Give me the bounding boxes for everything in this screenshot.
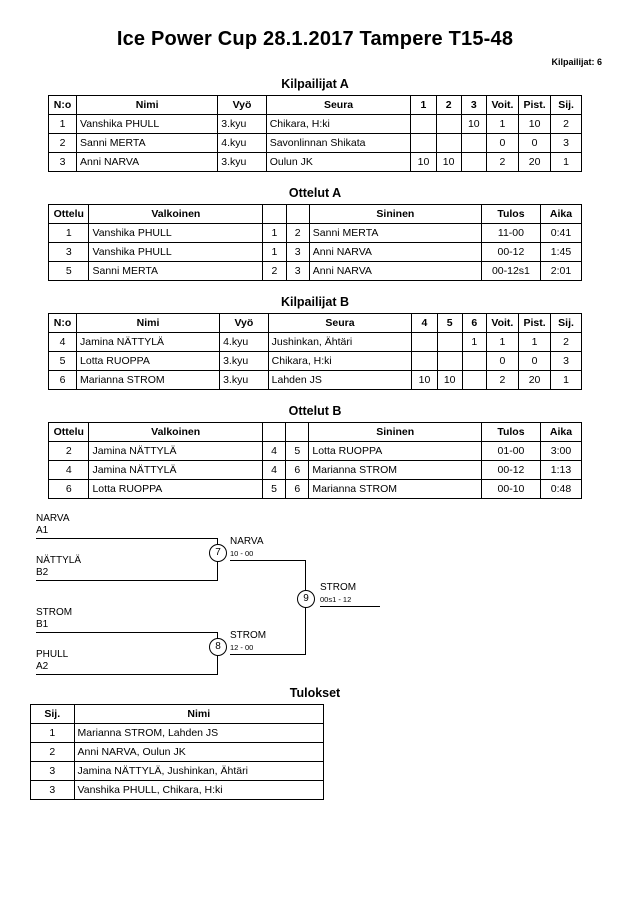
col-rank: Sij. <box>551 314 582 333</box>
table-row <box>31 743 324 762</box>
cell-name: Jamina NÄTTYLÄ, Jushinkan, Ähtäri <box>74 762 323 781</box>
table-row <box>49 333 582 352</box>
col-time: Aika <box>540 423 581 442</box>
cell-m5 <box>437 352 462 371</box>
cell-belt: 3.kyu <box>220 371 269 390</box>
semifinal-2-score: 12 - 00 <box>230 643 254 652</box>
cell-points: 0 <box>519 134 551 153</box>
section-title-matches-b: Ottelut B <box>288 404 342 418</box>
cell-rank: 2 <box>31 743 75 762</box>
col-match-no: Ottelu <box>49 423 89 442</box>
col-m5: 5 <box>437 314 462 333</box>
cell-white-num: 5 <box>262 480 285 499</box>
col-name: Nimi <box>77 96 218 115</box>
cell-belt: 3.kyu <box>218 115 266 134</box>
table-row <box>31 724 324 743</box>
col-white-num <box>262 423 285 442</box>
cell-m6: 1 <box>462 333 486 352</box>
cell-blue-num: 3 <box>286 243 309 262</box>
col-rank: Sij. <box>31 705 75 724</box>
cell-m3: 10 <box>461 115 486 134</box>
cell-club: Oulun JK <box>266 153 411 172</box>
cell-white-num: 4 <box>262 461 285 480</box>
table-row <box>49 461 582 480</box>
table-row <box>49 262 582 281</box>
col-white: Valkoinen <box>89 423 262 442</box>
competitor-count: Kilpailijat: 6 <box>551 57 602 67</box>
cell-points: 0 <box>518 352 550 371</box>
page-title: Ice Power Cup 28.1.2017 Tampere T15-48 <box>116 28 514 50</box>
cell-result: 00-12s1 <box>481 262 540 281</box>
cell-club: Chikara, H:ki <box>266 115 411 134</box>
pool-a-table <box>48 95 582 172</box>
table-header-row <box>49 96 582 115</box>
cell-no: 2 <box>49 134 77 153</box>
cell-wins: 0 <box>486 352 518 371</box>
cell-wins: 2 <box>486 371 518 390</box>
cell-time: 1:13 <box>540 461 581 480</box>
cell-blue-num: 6 <box>286 480 309 499</box>
col-points: Pist. <box>518 314 550 333</box>
cell-result: 00-12 <box>482 461 541 480</box>
cell-name: Jamina NÄTTYLÄ <box>77 333 220 352</box>
cell-blue: Sanni MERTA <box>309 224 481 243</box>
col-blue-num <box>286 205 309 224</box>
bracket-entry-name: NARVA <box>36 513 70 524</box>
cell-blue-num: 6 <box>286 461 309 480</box>
cell-m2 <box>436 115 461 134</box>
col-white: Valkoinen <box>89 205 263 224</box>
cell-name: Anni NARVA, Oulun JK <box>74 743 323 762</box>
cell-no: 1 <box>49 115 77 134</box>
table-row <box>31 762 324 781</box>
match-number-9: 9 <box>297 590 315 608</box>
section-title-pool-a: Kilpailijat A <box>281 77 349 91</box>
cell-wins: 1 <box>486 333 518 352</box>
col-m1: 1 <box>411 96 436 115</box>
col-m6: 6 <box>462 314 486 333</box>
semifinal-1-winner: NARVA <box>230 536 264 547</box>
cell-belt: 3.kyu <box>220 352 269 371</box>
table-row <box>49 153 582 172</box>
cell-m1 <box>411 115 436 134</box>
bracket-line <box>320 606 380 607</box>
cell-points: 20 <box>519 153 551 172</box>
bracket-line <box>36 580 218 581</box>
results-table <box>30 704 324 800</box>
cell-rank: 2 <box>551 333 582 352</box>
col-white-num <box>263 205 286 224</box>
cell-blue: Lotta RUOPPA <box>309 442 482 461</box>
cell-no: 3 <box>49 153 77 172</box>
cell-rank: 3 <box>551 352 582 371</box>
cell-rank: 1 <box>551 371 582 390</box>
cell-match-no: 5 <box>49 262 89 281</box>
col-blue: Sininen <box>309 205 481 224</box>
cell-m2: 10 <box>436 153 461 172</box>
col-belt: Vyö <box>220 314 269 333</box>
cell-blue: Marianna STROM <box>309 480 482 499</box>
col-m4: 4 <box>412 314 437 333</box>
cell-club: Savonlinnan Shikata <box>266 134 411 153</box>
bracket-entry-seed: A1 <box>36 525 49 536</box>
cell-m3 <box>461 153 486 172</box>
bracket-entry-name: STROM <box>36 607 73 618</box>
table-row <box>49 480 582 499</box>
cell-club: Chikara, H:ki <box>268 352 412 371</box>
cell-match-no: 4 <box>49 461 89 480</box>
table-row <box>49 371 582 390</box>
cell-m6 <box>462 371 486 390</box>
match-number-7: 7 <box>209 544 227 562</box>
col-name: Nimi <box>77 314 220 333</box>
cell-match-no: 3 <box>49 243 89 262</box>
cell-blue: Marianna STROM <box>309 461 482 480</box>
bracket-line <box>36 632 218 633</box>
col-match-no: Ottelu <box>49 205 89 224</box>
cell-match-no: 6 <box>49 480 89 499</box>
cell-points: 10 <box>519 115 551 134</box>
cell-m5 <box>437 333 462 352</box>
cell-wins: 1 <box>486 115 518 134</box>
cell-rank: 3 <box>551 134 582 153</box>
cell-time: 1:45 <box>540 243 581 262</box>
col-time: Aika <box>540 205 581 224</box>
col-club: Seura <box>268 314 412 333</box>
col-m2: 2 <box>436 96 461 115</box>
cell-white-num: 4 <box>262 442 285 461</box>
table-row <box>49 224 582 243</box>
cell-white: Jamina NÄTTYLÄ <box>89 442 262 461</box>
bracket-entry-name: NÄTTYLÄ <box>36 555 82 566</box>
cell-white-num: 1 <box>263 243 286 262</box>
cell-club: Jushinkan, Ähtäri <box>268 333 412 352</box>
section-title-matches-a: Ottelut A <box>288 186 342 200</box>
cell-time: 2:01 <box>540 262 581 281</box>
final-winner: STROM <box>320 582 357 593</box>
cell-white: Vanshika PHULL <box>89 224 263 243</box>
section-title-results: Tulokset <box>289 686 341 700</box>
bracket-entry-seed: A2 <box>36 661 49 672</box>
cell-m4 <box>412 352 437 371</box>
table-row <box>49 352 582 371</box>
cell-points: 1 <box>518 333 550 352</box>
cell-name: Marianna STROM, Lahden JS <box>74 724 323 743</box>
cell-result: 01-00 <box>482 442 541 461</box>
col-wins: Voit. <box>486 314 518 333</box>
elimination-bracket <box>0 511 630 686</box>
bracket-line <box>36 674 218 675</box>
col-result: Tulos <box>481 205 540 224</box>
cell-rank: 1 <box>31 724 75 743</box>
col-no: N:o <box>49 314 77 333</box>
cell-white: Jamina NÄTTYLÄ <box>89 461 262 480</box>
table-row <box>31 781 324 800</box>
col-blue-num <box>286 423 309 442</box>
cell-blue: Anni NARVA <box>309 262 481 281</box>
cell-no: 4 <box>49 333 77 352</box>
cell-white-num: 2 <box>263 262 286 281</box>
matches-b-table <box>48 422 582 499</box>
cell-time: 0:41 <box>540 224 581 243</box>
tournament-sheet <box>0 28 630 919</box>
cell-no: 6 <box>49 371 77 390</box>
bracket-entry-seed: B2 <box>36 567 49 578</box>
col-rank: Sij. <box>551 96 582 115</box>
final-score: 00s1 - 12 <box>320 595 352 604</box>
cell-wins: 2 <box>486 153 518 172</box>
cell-rank: 2 <box>551 115 582 134</box>
bracket-line <box>36 538 218 539</box>
cell-rank: 3 <box>31 762 75 781</box>
cell-match-no: 2 <box>49 442 89 461</box>
cell-wins: 0 <box>486 134 518 153</box>
cell-blue-num: 5 <box>286 442 309 461</box>
cell-name: Sanni MERTA <box>77 134 218 153</box>
semifinal-1-score: 10 - 00 <box>230 549 254 558</box>
cell-result: 11-00 <box>481 224 540 243</box>
cell-belt: 4.kyu <box>220 333 269 352</box>
cell-result: 00-10 <box>482 480 541 499</box>
section-title-pool-b: Kilpailijat B <box>280 295 350 309</box>
cell-white: Sanni MERTA <box>89 262 263 281</box>
cell-m2 <box>436 134 461 153</box>
bracket-line <box>230 560 306 561</box>
cell-m1: 10 <box>411 153 436 172</box>
cell-blue-num: 3 <box>286 262 309 281</box>
cell-club: Lahden JS <box>268 371 412 390</box>
cell-blue-num: 2 <box>286 224 309 243</box>
cell-white: Lotta RUOPPA <box>89 480 262 499</box>
bracket-entry-seed: B1 <box>36 619 49 630</box>
bracket-line <box>230 654 306 655</box>
cell-time: 3:00 <box>540 442 581 461</box>
col-club: Seura <box>266 96 411 115</box>
cell-m4 <box>412 333 437 352</box>
col-blue: Sininen <box>309 423 482 442</box>
bracket-entry-name: PHULL <box>36 649 69 660</box>
cell-name: Anni NARVA <box>77 153 218 172</box>
cell-belt: 4.kyu <box>218 134 266 153</box>
semifinal-2-winner: STROM <box>230 630 267 641</box>
cell-time: 0:48 <box>540 480 581 499</box>
matches-a-table <box>48 204 582 281</box>
table-header-row <box>49 314 582 333</box>
cell-rank: 3 <box>31 781 75 800</box>
table-header-row <box>49 423 582 442</box>
col-name: Nimi <box>74 705 323 724</box>
cell-m4: 10 <box>412 371 437 390</box>
cell-points: 20 <box>518 371 550 390</box>
match-number-8: 8 <box>209 638 227 656</box>
col-result: Tulos <box>482 423 541 442</box>
cell-m3 <box>461 134 486 153</box>
col-wins: Voit. <box>486 96 518 115</box>
col-belt: Vyö <box>218 96 266 115</box>
table-row <box>49 243 582 262</box>
table-header-row <box>49 205 582 224</box>
table-row <box>49 442 582 461</box>
col-m3: 3 <box>461 96 486 115</box>
cell-name: Lotta RUOPPA <box>77 352 220 371</box>
table-row <box>49 115 582 134</box>
cell-no: 5 <box>49 352 77 371</box>
cell-m1 <box>411 134 436 153</box>
cell-name: Marianna STROM <box>77 371 220 390</box>
cell-blue: Anni NARVA <box>309 243 481 262</box>
table-header-row <box>31 705 324 724</box>
cell-name: Vanshika PHULL, Chikara, H:ki <box>74 781 323 800</box>
pool-b-table <box>48 313 582 390</box>
cell-m6 <box>462 352 486 371</box>
col-no: N:o <box>49 96 77 115</box>
cell-match-no: 1 <box>49 224 89 243</box>
cell-white-num: 1 <box>263 224 286 243</box>
table-row <box>49 134 582 153</box>
cell-m5: 10 <box>437 371 462 390</box>
cell-name: Vanshika PHULL <box>77 115 218 134</box>
cell-belt: 3.kyu <box>218 153 266 172</box>
cell-rank: 1 <box>551 153 582 172</box>
col-points: Pist. <box>519 96 551 115</box>
cell-result: 00-12 <box>481 243 540 262</box>
cell-white: Vanshika PHULL <box>89 243 263 262</box>
